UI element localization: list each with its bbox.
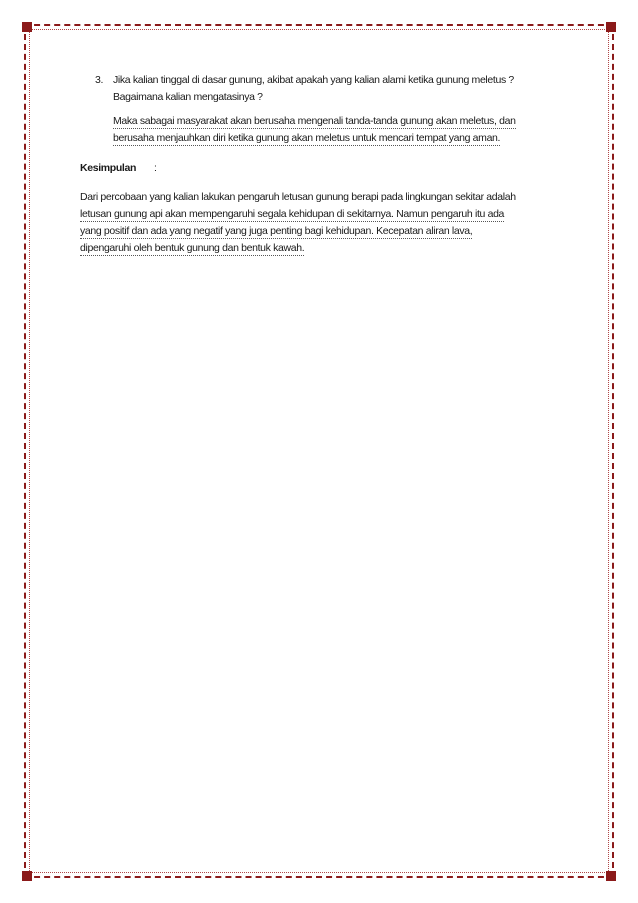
conclusion-label: Kesimpulan: [80, 162, 137, 174]
question-body: [113, 72, 562, 147]
conclusion-colon: :: [154, 162, 157, 174]
conclusion-line-3: yang positif dan ada yang negatif yang juga penting bagi kehidupan. Kecepatan aliran lava,: [80, 225, 473, 237]
document-content: [80, 72, 562, 257]
answer-block: [113, 113, 562, 147]
question-line-2: Bagaimana kalian mengatasinya ?: [113, 91, 263, 103]
conclusion-line-4: dipengaruhi oleh bentuk gunung dan bentuk kawah.: [80, 242, 305, 254]
question-number: 3.: [95, 74, 104, 86]
corner-ornament-bottom-left: [22, 871, 32, 881]
corner-ornament-top-right: [606, 22, 616, 32]
answer-line-1: Maka sabagai masyarakat akan berusaha mengenali tanda-tanda gunung akan meletus, dan: [113, 115, 516, 127]
question-item: [95, 72, 562, 147]
conclusion-heading: [80, 160, 562, 177]
question-line-1: Jika kalian tinggal di dasar gunung, akibat apakah yang kalian alami ketika gunung meletus ?: [113, 74, 514, 86]
corner-ornament-bottom-right: [606, 871, 616, 881]
conclusion-line-1: Dari percobaan yang kalian lakukan pengaruh letusan gunung berapi pada lingkungan sekitar adalah: [80, 191, 516, 203]
conclusion-line-2: letusan gunung api akan mempengaruhi segala kehidupan di sekitarnya. Namun pengaruh itu ada: [80, 208, 505, 220]
answer-line-2: berusaha menjauhkan diri ketika gunung akan meletus untuk mencari tempat yang aman.: [113, 132, 501, 144]
corner-ornament-top-left: [22, 22, 32, 32]
conclusion-body: [80, 189, 562, 257]
